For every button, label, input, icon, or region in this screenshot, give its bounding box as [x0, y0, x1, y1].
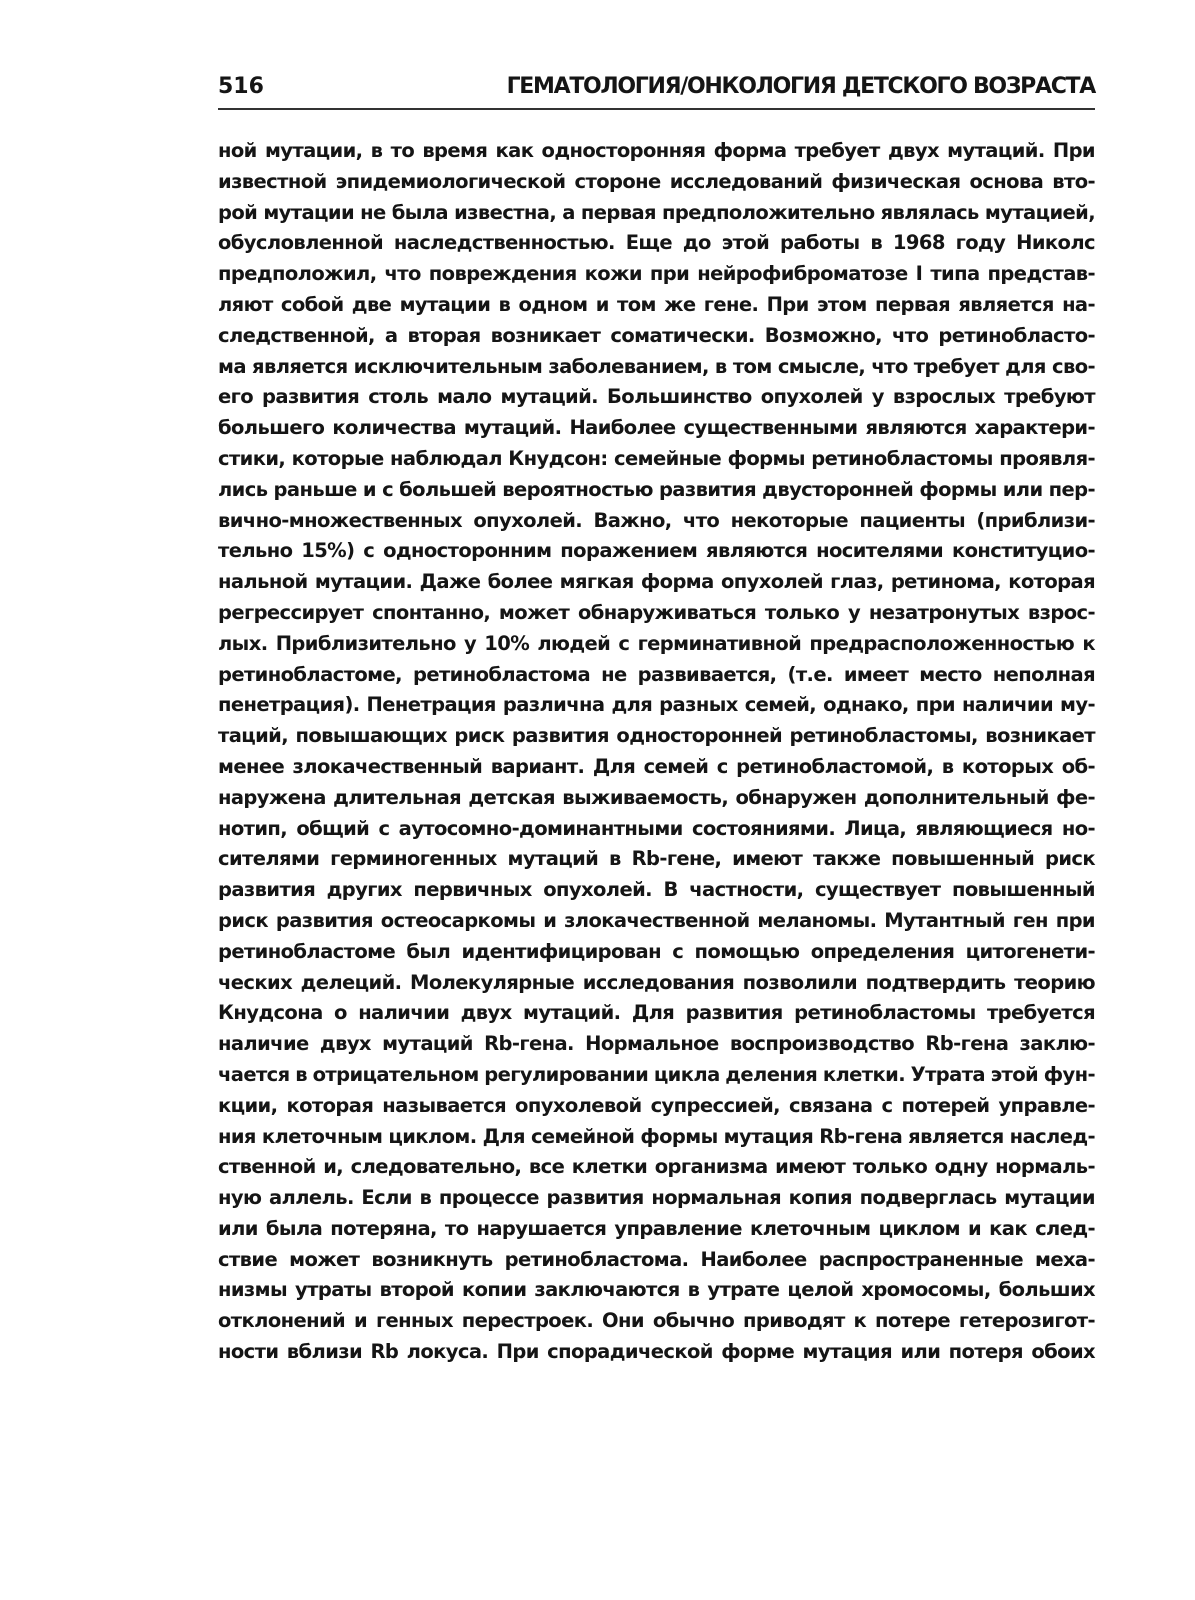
text-line: рой мутации не была известна, а первая предположительно являлась мутацией, — [218, 200, 1095, 224]
text-line: ственной и, следовательно, все клетки организма имеют только одну нормаль- — [218, 1155, 1095, 1179]
text-line: его развития столь мало мутаций. Большинство опухолей у взрослых требуют — [218, 385, 1095, 409]
text-line: обусловленной наследственностью. Еще до этой работы в 1968 году Николс — [218, 231, 1095, 255]
text-line: нотип, общий с аутосомно-доминантными состояниями. Лица, являющиеся но- — [218, 816, 1095, 840]
text-line: ствие может возникнуть ретинобластома. Наиболее распространенные меха- — [218, 1247, 1095, 1271]
text-line: ляют собой две мутации в одном и том же гене. При этом первая является на- — [218, 292, 1095, 316]
text-line: наружена длительная детская выживаемость, обнаружен дополнительный фе- — [218, 785, 1095, 809]
text-line: регрессирует спонтанно, может обнаруживаться только у незатронутых взрос- — [218, 600, 1095, 624]
text-line: ной мутации, в то время как односторонняя форма требует двух мутаций. При — [218, 139, 1095, 162]
text-line: ности вблизи Rb локуса. При спорадической форме мутация или потеря обоих — [218, 1340, 1095, 1364]
text-line: Кнудсона о наличии двух мутаций. Для развития ретинобластомы требуется — [218, 1001, 1095, 1025]
running-title: ГЕМАТОЛОГИЯ/ОНКОЛОГИЯ ДЕТСКОГО ВОЗРАСТА — [506, 74, 1095, 99]
text-line: большего количества мутаций. Наиболее существенными являются характери- — [218, 416, 1095, 440]
text-line: следственной, а вторая возникает соматически. Возможно, что ретинобласто- — [218, 323, 1095, 347]
page-header — [218, 72, 1095, 110]
text-line: известной эпидемиологической стороне исследований физическая основа вто- — [218, 169, 1095, 193]
text-line: таций, повышающих риск развития односторонней ретинобластомы, возникает — [218, 724, 1095, 748]
text-line: ную аллель. Если в процессе развития нормальная копия подверглась мутации — [218, 1186, 1095, 1210]
text-line: отклонений и генных перестроек. Они обычно приводят к потере гетерозигот- — [218, 1309, 1095, 1333]
text-line: риск развития остеосаркомы и злокачественной меланомы. Мутантный ген при — [218, 908, 1095, 932]
text-line: низмы утраты второй копии заключаются в утрате целой хромосомы, больших — [218, 1278, 1095, 1302]
text-line: пенетрация). Пенетрация различна для разных семей, однако, при наличии му- — [218, 693, 1095, 717]
text-line: ния клеточным циклом. Для семейной формы мутация Rb-гена является наслед- — [218, 1124, 1095, 1148]
text-line: лись раньше и с большей вероятностью развития двусторонней формы или пер- — [218, 477, 1095, 501]
text-line: вично-множественных опухолей. Важно, что некоторые пациенты (приблизи- — [218, 508, 1095, 532]
text-line: или была потеряна, то нарушается управление клеточным циклом и как след- — [218, 1216, 1095, 1240]
text-line: тельно 15%) с односторонним поражением являются носителями конституцио- — [218, 539, 1095, 563]
text-line: наличие двух мутаций Rb-гена. Нормальное воспроизводство Rb-гена заклю- — [218, 1032, 1095, 1056]
text-line: чается в отрицательном регулировании цикла деления клетки. Утрата этой фун- — [218, 1062, 1095, 1086]
text-line: сителями герминогенных мутаций в Rb-гене, имеют также повышенный риск — [218, 847, 1095, 871]
page-number: 516 — [218, 74, 264, 99]
text-line: ретинобластоме, ретинобластома не развивается, (т.е. имеет место неполная — [218, 662, 1095, 686]
text-line: менее злокачественный вариант. Для семей с ретинобластомой, в которых об- — [218, 754, 1095, 778]
text-line: предположил, что повреждения кожи при нейрофиброматозе I типа представ- — [218, 262, 1095, 286]
text-line: кции, которая называется опухолевой супрессией, связана с потерей управле- — [218, 1093, 1095, 1117]
body-text — [218, 136, 1095, 1368]
text-line: стики, которые наблюдал Кнудсон: семейные формы ретинобластомы проявля- — [218, 446, 1095, 470]
text-line: ческих делеций. Молекулярные исследования позволили подтвердить теорию — [218, 970, 1095, 994]
text-line: ма является исключительным заболеванием, в том смысле, что требует для сво- — [218, 354, 1095, 378]
text-line: ретинобластоме был идентифицирован с помощью определения цитогенети- — [218, 939, 1095, 963]
text-line: развития других первичных опухолей. В частности, существует повышенный — [218, 878, 1095, 902]
text-line: нальной мутации. Даже более мягкая форма опухолей глаз, ретинома, которая — [218, 570, 1095, 594]
text-line: лых. Приблизительно у 10% людей с герминативной предрасположенностью к — [218, 631, 1095, 655]
